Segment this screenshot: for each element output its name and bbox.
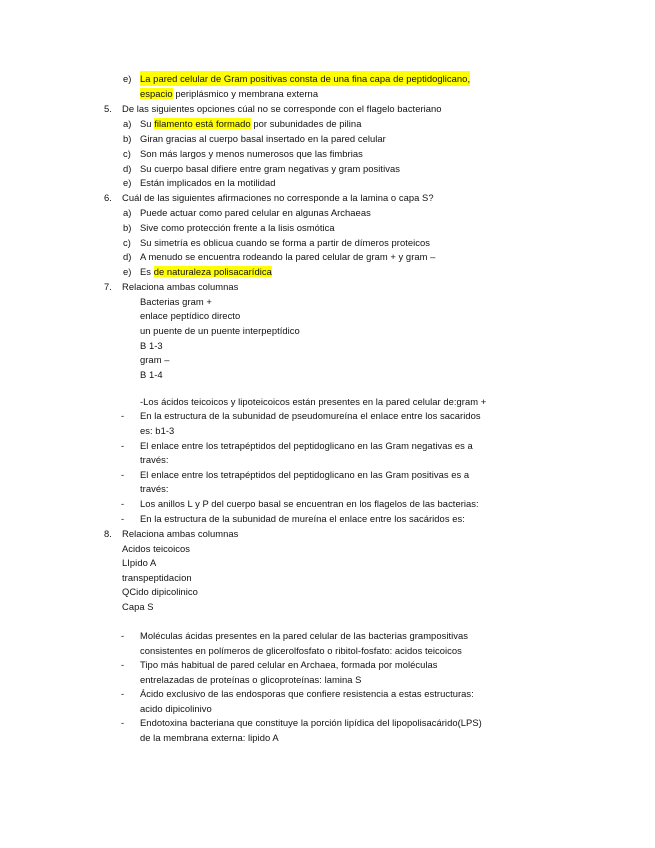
bullet-marker: - [121,717,125,728]
bullet-marker: - [121,688,125,699]
option-marker: d) [123,163,132,174]
option-marker: a) [123,118,132,129]
option-marker: e) [123,177,132,188]
option-marker: b) [123,133,132,144]
bullet-marker: - [121,513,125,524]
bullet-marker: - [121,630,125,641]
option-text: por subunidades de pilina [250,118,362,129]
option-marker: c) [123,148,131,159]
option-text: A menudo se encuentra rodeando la pared celular de gram + y gram – [140,251,436,262]
bullet-marker: - [121,659,125,670]
question-number: 8. [104,528,112,539]
option-text: Su simetría es oblicua cuando se forma a partir de dímeros proteicos [140,237,430,248]
option-text: Están implicados en la motilidad [140,177,276,188]
option-marker: c) [123,237,131,248]
option-marker: a) [123,207,132,218]
option-marker: e) [123,73,132,84]
option-text: Son más largos y menos numerosos que las fimbrias [140,148,363,159]
option-text-highlighted: La pared celular de Gram positivas consta de una fina capa de peptidoglicano, [140,73,471,84]
option-text: Sive como protección frente a la lisis osmótica [140,222,335,233]
bullet-marker: - [121,469,125,480]
option-text: periplásmico y membrana externa [172,88,319,99]
bullet-marker: - [121,410,125,421]
question-text: Relaciona ambas columnas [122,281,239,292]
option-text: Su cuerpo basal difiere entre gram negativas y gram positivas [140,163,400,174]
bullet-marker: - [121,440,125,451]
document-page: e) La pared celular de Gram positivas consta de una fina capa de peptidoglicano, espacio periplásmico y membrana externa 5. De las siguientes opciones cúal no se corresponde con el flagelo bacteriano a) Su filamento está formado por subunidades de pilina b) Giran gracias al cuerpo basal insertado en la pared celular c) Son más largos y menos numerosos que las fimbrias d) Su cuerpo basal difiere entre gram negativas y gram positivas e) Están implicados en la motilidad 6. Cuál de las siguientes afirmaciones no corresponde a la lamina o capa S? a) Puede actuar como pared celular en algunas Archaeas b) Sive como protección frente a la lisis osmótica c) Su simetría es oblicua cuando se forma a partir de dímeros proteicos d) A menudo se encuentra rodeando la pared celular de gram + y gram – e) Es de naturaleza polisacarídica 7. Relaciona ambas columnas Bacterias gram + enlace peptídico directo un puente de un puente interpeptídico B 1-3 gram – B 1-4 -Los ácidos teicoicos y lipoteicoicos están presentes en la pared celular de:gram + - En la estructura de la subunidad de pseudomureína el enlace entre los sacaridos es: b1-3 - El enlace entre los tetrapéptidos del peptidoglicano en las Gram negativas es a través: - El enlace entre los tetrapéptidos del peptidoglicano en las Gram positivas es a través: - Los anillos L y P del cuerpo basal se encuentran en los flagelos de las bacterias: - En la estructura de la subunidad de mureína el enlace entre los sacáridos es: 8. Relaciona ambas columnas Acidos teicoicos LIpido A transpeptidacion QCido dipicolinico Capa S - Moléculas ácidas presentes en la pared celular de las bacterias grampositivas consistentes en polímeros de glicerolfosfato o ribitol-fosfato: acidos teicoicos - Tipo más habitual de pared celular en Archaea, formada por moléculas entrelazadas de proteínas o glicoproteínas: lamina S - Ácido exclusivo de las endosporas que confiere resistencia a estas estructuras: acido dipicolinivo - Endotoxina bacteriana que constituye la porción lipídica del lipopolisacárido(LPS) de la membrana externa: lipido A [104,73,487,743]
option-marker: b) [123,222,132,233]
option-text: Es [140,266,154,277]
highlight: de naturaleza polisacarídica [153,266,272,277]
bullet-marker: - [121,498,125,509]
highlight: filamento está formado [154,118,251,129]
highlight: espacio [140,88,173,99]
question-number: 7. [104,281,112,292]
option-text: Su [140,118,155,129]
option-marker: d) [123,251,132,262]
question-text: Cuál de las siguientes afirmaciones no corresponde a la lamina o capa S? [122,192,434,203]
question-number: 6. [104,192,112,203]
question-text: Relaciona ambas columnas [122,528,239,539]
question-text: De las siguientes opciones cúal no se corresponde con el flagelo bacteriano [122,103,442,114]
option-text: Puede actuar como pared celular en algunas Archaeas [140,207,371,218]
question-number: 5. [104,103,112,114]
option-marker: e) [123,266,132,277]
option-text: Giran gracias al cuerpo basal insertado en la pared celular [140,133,386,144]
